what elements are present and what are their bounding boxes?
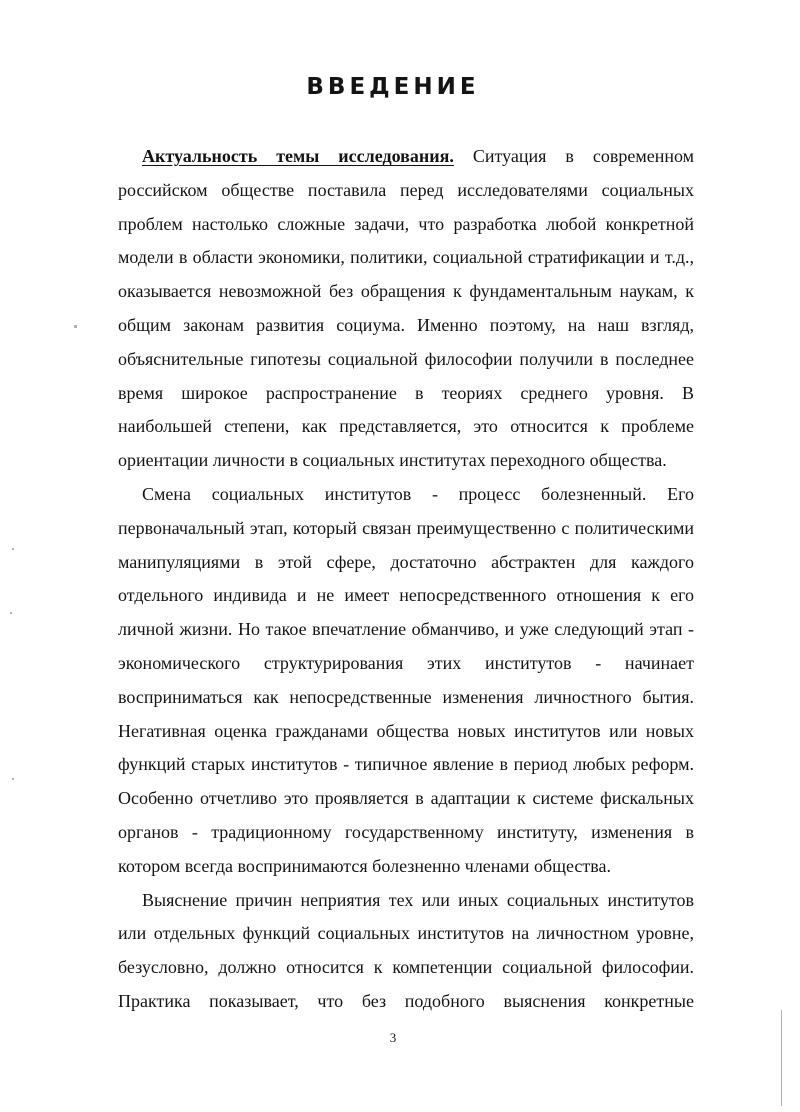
scan-mark [781, 1010, 782, 1106]
paragraph-text: Ситуация в современном российском обществе поставила перед исследователями социальных проблем настолько сложные задачи, что разработка любой конкретной модели в области экономики, политики, социальной стратификации и т.д., оказывается невозможной без обращения к фундаментальным наукам, к общим законам развития социума. Именно поэтому, на наш взгляд, объяснительные гипотезы социальной философии получили в последнее время широкое распространение в теориях среднего уровня. В наибольшей степени, как представляется, это относится к проблеме ориентации личности в социальных институтах переходного общества. [118, 146, 695, 471]
paragraph-institutions: Смена социальных институтов - процесс болезненный. Его первоначальный этап, который связан преимущественно с политическими манипуляциями в этой сфере, достаточно абстрактен для каждого отдельного индивида и не имеет непосредственного отношения к его личной жизни. Но такое впечатление обманчиво, и уже следующий этап - экономического структурирования этих институтов - начинает восприниматься как непосредственные изменения личностного бытия. Негативная оценка гражданами общества новых институтов или новых функций старых институтов - типичное явление в период любых реформ. Особенно отчетливо это проявляется в адаптации к системе фискальных органов - традиционному государственному институту, изменения в котором всегда воспринимаются болезненно членами общества. [118, 483, 694, 876]
paragraph-clarification: Выяснение причин неприятия тех или иных социальных институтов или отдельных функций социальных институтов на личностном уровне, безусловно, должно относится к компетенции социальной философии. Практика показывает, что без подобного выяснения конкретные [118, 889, 694, 1011]
body-text [118, 140, 694, 1019]
page-number: 3 [389, 1030, 397, 1045]
scan-mark [10, 612, 12, 614]
paragraph-lead-heading: Актуальность темы исследования. [142, 146, 454, 166]
scan-mark [12, 548, 14, 550]
scan-mark [12, 778, 14, 780]
page-title: ВВЕДЕНИЕ [306, 74, 480, 100]
scan-mark [74, 325, 77, 328]
paragraph-relevance [118, 140, 694, 478]
